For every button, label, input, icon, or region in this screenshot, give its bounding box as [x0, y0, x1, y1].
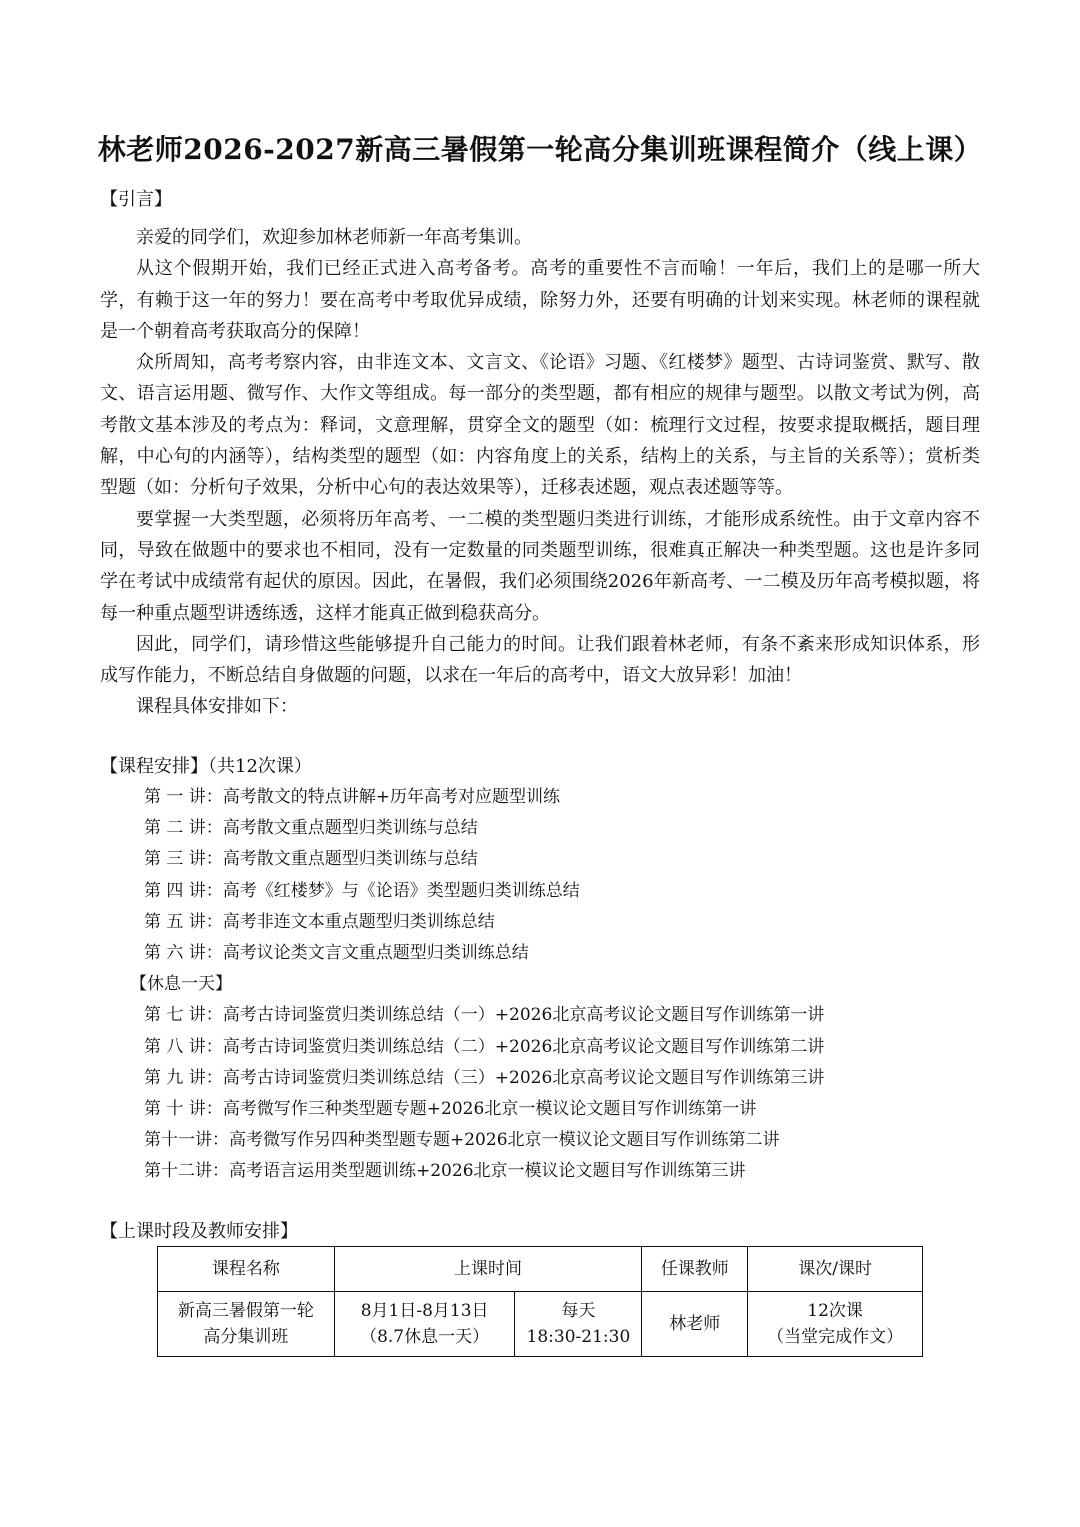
lecture-item: 第 二 讲：高考散文重点题型归类训练与总结 — [144, 818, 478, 839]
intro-paragraph: 众所周知，高考考察内容，由非连文本、文言文、《论语》习题、《红楼梦》题型、古诗词鉴赏、默写、散文、语言运用题、微写作、大作文等组成。每一部分的类型题，都有相应的规律与题型。以散文考试为例，高考散文基本涉及的考点为：释词，文意理解，贯穿全文的题型（如：梳理行文过程，按要求提取概括，题目理解，中心句的内涵等），结构类型的题型（如：内容角度上的关系，结构上的关系，与主旨的关系等）；赏析类型题（如：分析句子效果，分析中心句的表达效果等），迁移表述题，观点表述题等等。 — [100, 352, 980, 499]
lecture-item: 第 三 讲：高考散文重点题型归类训练与总结 — [144, 849, 478, 870]
cell-line: （当堂完成作文） — [767, 1327, 904, 1347]
table-header-row — [158, 1247, 923, 1292]
lecture-item: 第 六 讲：高考议论类文言文重点题型归类训练总结 — [144, 943, 529, 964]
lecture-item: 第 七 讲：高考古诗词鉴赏归类训练总结（一）+2026北京高考议论文题目写作训练第一讲 — [144, 1005, 825, 1026]
lecture-item: 第 四 讲：高考《红楼梦》与《论语》类型题归类训练总结 — [144, 880, 580, 901]
header-teacher: 任课教师 — [642, 1247, 748, 1292]
table-row — [158, 1292, 923, 1357]
cell-line: 8月1日-8月13日 — [360, 1301, 489, 1321]
lecture-item: 第十一讲：高考微写作另四种类型题专题+2026北京一模议论文题目写作训练第二讲 — [144, 1130, 780, 1151]
lecture-item: 第 九 讲：高考古诗词鉴赏归类训练总结（三）+2026北京高考议论文题目写作训练第三讲 — [144, 1067, 825, 1088]
cell-line: 高分集训班 — [203, 1327, 289, 1347]
header-sessions: 课次/课时 — [748, 1247, 923, 1292]
cell-dates — [334, 1292, 515, 1357]
document-title: 林老师2026-2027新高三暑假第一轮高分集训班课程简介（线上课） — [97, 133, 983, 166]
cell-line: 12次课 — [807, 1301, 863, 1321]
intro-paragraph: 课程具体安排如下： — [136, 696, 298, 718]
cell-line: 新高三暑假第一轮 — [177, 1301, 314, 1321]
cell-daily-time — [515, 1292, 642, 1357]
intro-paragraph: 要掌握一大类型题，必须将历年高考、一二模的类型题归类进行训练，才能形成系统性。由于文章内容不同，导致在做题中的要求也不相同，没有一定数量的同类题型训练，很难真正解决一种类型题。这也是许多同学在考试中成绩常有起伏的原因。因此，在暑假，我们必须围绕2026年新高考、一二模及历年高考模拟题，将每一种重点题型讲透练透，这样才能真正做到稳获高分。 — [100, 508, 980, 624]
intro-paragraph: 从这个假期开始，我们已经正式进入高考备考。高考的重要性不言而喻！一年后，我们上的是哪一所大学，有赖于这一年的努力！要在高考中考取优异成绩，除努力外，还要有明确的计划来实现。林老师的课程就是一个朝着高考获取高分的保障！ — [100, 258, 980, 342]
lecture-item: 第 一 讲：高考散文的特点讲解+历年高考对应题型训练 — [144, 787, 561, 807]
lecture-item: 第十二讲：高考语言运用类型题训练+2026北京一模议论文题目写作训练第三讲 — [144, 1161, 746, 1182]
cell-line: （8.7休息一天） — [360, 1327, 490, 1347]
intro-paragraph: 因此，同学们，请珍惜这些能够提升自己能力的时间。让我们跟着林老师，有条不紊来形成知识体系，形成写作能力，不断总结自身做题的问题，以求在一年后的高考中，语文大放异彩！加油！ — [100, 633, 980, 687]
header-class-time: 上课时间 — [334, 1247, 642, 1292]
lecture-item: 第 十 讲：高考微写作三种类型题专题+2026北京一模议论文题目写作训练第一讲 — [144, 1099, 757, 1120]
intro-heading: 【引言】 — [100, 189, 172, 210]
cell-sessions — [748, 1292, 923, 1357]
schedule-list — [100, 782, 980, 1188]
rest-day-note: 【休息一天】 — [130, 974, 232, 995]
cell-line: 每天 — [561, 1301, 596, 1321]
schedule-heading: 【课程安排】（共12次课） — [100, 756, 312, 777]
timetable — [157, 1246, 923, 1357]
cell-course-name — [158, 1292, 335, 1357]
intro-paragraph: 亲爱的同学们，欢迎参加林老师新一年高考集训。 — [136, 227, 532, 248]
timetable-heading: 【上课时段及教师安排】 — [100, 1221, 298, 1242]
lecture-item: 第 八 讲：高考古诗词鉴赏归类训练总结（二）+2026北京高考议论文题目写作训练第二讲 — [144, 1036, 825, 1057]
intro-body — [100, 222, 980, 723]
header-course-name: 课程名称 — [158, 1247, 335, 1292]
cell-line: 18:30-21:30 — [526, 1327, 631, 1347]
cell-teacher: 林老师 — [642, 1292, 748, 1357]
lecture-item: 第 五 讲：高考非连文本重点题型归类训练总结 — [144, 911, 495, 932]
